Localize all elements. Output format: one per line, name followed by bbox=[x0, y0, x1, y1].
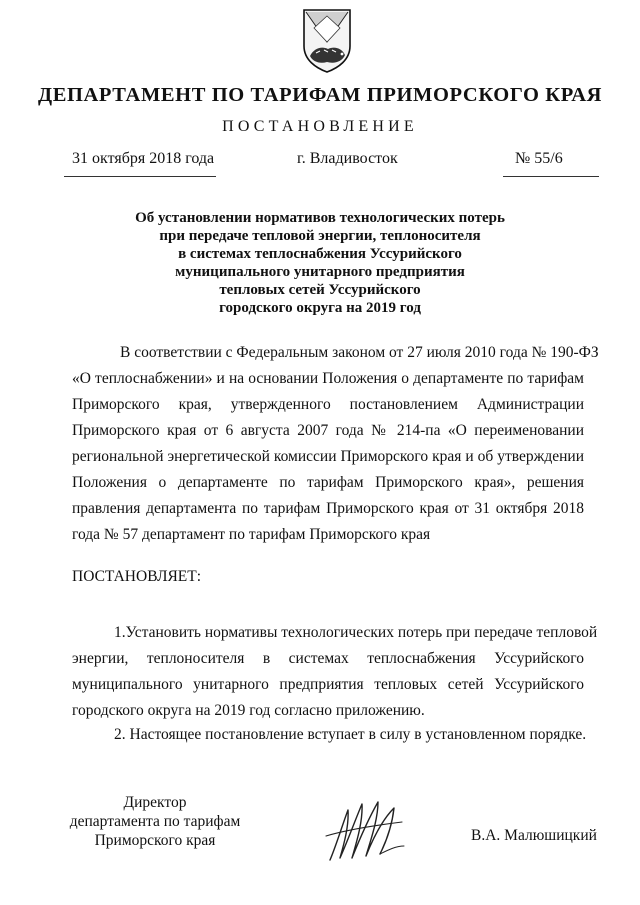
preamble-line: В соответствии с Федеральным законом от 27 июля 2010 года № 190-ФЗ bbox=[120, 344, 599, 361]
preamble-line: Положения о департаменте по тарифам Приморского края», решения bbox=[72, 474, 584, 491]
signer-position-line: Директор bbox=[123, 794, 187, 811]
item-1-line: муниципального унитарного предприятия тепловых сетей Уссурийского bbox=[72, 676, 584, 693]
date-underline bbox=[64, 176, 216, 177]
signer-position-line: Приморского края bbox=[94, 832, 216, 849]
item-1-line: энергии, теплоносителя в системах теплоснабжения Уссурийского bbox=[72, 650, 584, 667]
title-line: муниципального унитарного предприятия bbox=[175, 264, 465, 280]
coat-of-arms-emblem bbox=[298, 6, 356, 74]
preamble-line: «О теплоснабжении» и на основании Положения о департаменте по тарифам bbox=[72, 370, 584, 387]
document-city: г. Владивосток bbox=[297, 150, 398, 167]
department-name: ДЕПАРТАМЕНТ ПО ТАРИФАМ ПРИМОРСКОГО КРАЯ bbox=[37, 84, 603, 106]
signer-position-line: департамента по тарифам bbox=[69, 813, 241, 830]
preamble-line: правления департамента по тарифам Приморского края от 31 октября 2018 bbox=[72, 500, 584, 517]
preamble-line: Приморского края от 6 августа 2007 года № 214-па «О переименовании bbox=[72, 422, 584, 439]
preamble-line: Приморского края, утвержденного постановлением Администрации bbox=[72, 396, 584, 413]
number-underline bbox=[503, 176, 599, 177]
title-line: городского округа на 2019 год bbox=[219, 300, 421, 316]
preamble-line: региональной энергетической комиссии Приморского края и об утверждении bbox=[72, 448, 584, 465]
item-2-paragraph bbox=[72, 722, 587, 748]
handwritten-signature bbox=[322, 796, 408, 866]
title-line: Об установлении нормативов технологических потерь bbox=[135, 210, 505, 226]
title-line: в системах теплоснабжения Уссурийского bbox=[178, 246, 462, 262]
document-type: ПОСТАНОВЛЕНИЕ bbox=[222, 118, 418, 135]
signer-position bbox=[60, 793, 250, 850]
preamble-paragraph bbox=[72, 340, 599, 548]
document-date: 31 октября 2018 года bbox=[72, 150, 215, 167]
item-1-line: 1.Установить нормативы технологических потерь при передаче тепловой bbox=[114, 624, 598, 641]
preamble-line: года № 57 департамент по тарифам Приморского края bbox=[72, 526, 431, 543]
item-1-line: городского округа на 2019 год согласно приложению. bbox=[72, 702, 425, 719]
resolves-heading: ПОСТАНОВЛЯЕТ: bbox=[72, 568, 202, 585]
item-1-paragraph bbox=[72, 620, 598, 724]
title-line: тепловых сетей Уссурийского bbox=[219, 282, 421, 298]
title-line: при передаче тепловой энергии, теплоносителя bbox=[159, 228, 481, 244]
document-title bbox=[100, 209, 540, 317]
item-2-line: 2. Настоящее постановление вступает в силу в установленном порядке. bbox=[114, 726, 587, 743]
document-number: № 55/6 bbox=[515, 150, 563, 167]
signer-name: В.А. Малюшицкий bbox=[471, 827, 597, 844]
